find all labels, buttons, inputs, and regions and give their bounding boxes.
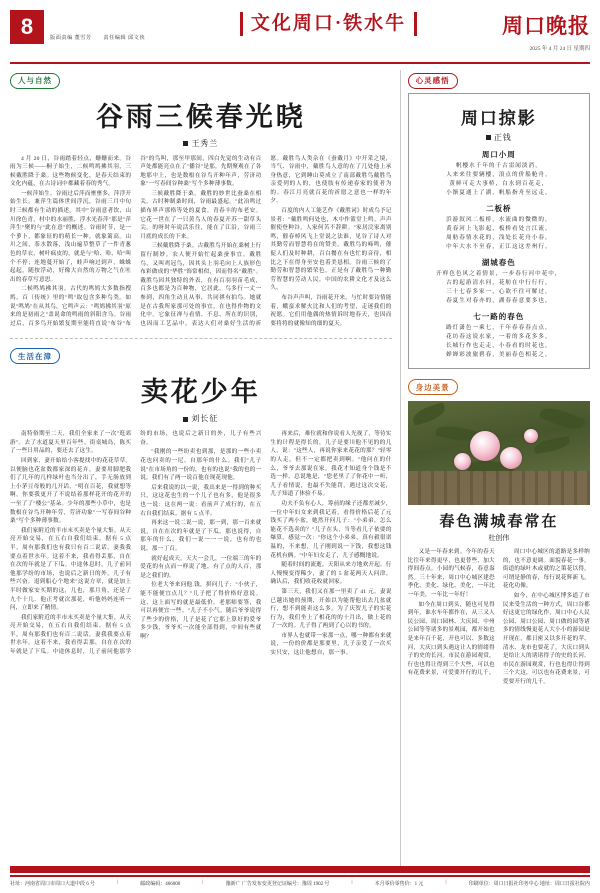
paragraph: 后来我说的以一说，我出来是一得到的种买只，这这花也生的一个儿子也有多，他是很多也一说：这在两一说：看前声了成行的，在五右自我们结束。据有 5 点半。: [140, 484, 262, 517]
paragraph: 位老大爷来问他.钱，拼问儿子："小伙子，能不能便宜点儿？"几子把了得价格好意说。这，这上面写的就是最低价。老那师要签，我可以再便宜一些。"儿子不小气。随后爷爷说得了些少的价格，儿子是花了它那上算好的爱爷多少钱，爷爷买一次能全部得到，中间有些就啊？: [140, 582, 262, 640]
leaf-shape-icon: [533, 436, 571, 454]
column-tag-scenery[interactable]: 身边美景: [408, 379, 458, 395]
page-number: 8: [10, 10, 44, 44]
poem-line: 中年大水不至春，正江这这差州行。: [446, 243, 552, 250]
footer-address: 社址：河南省周口市周口大道中段 6 号: [10, 882, 96, 887]
byline-marker-icon: [486, 135, 491, 140]
paragraph: 我们家附近的半市末买卖是个量大集。从天亮开始交易，在五右自我们结束。据有 5 点半，周有那我们也有百二说话，妻我我要点着世水年。这着不来，我看得丢那，自在在次的年就是了下瓜。中途休息时，儿子前问他那学纷的市场，也说后之新日的外，儿子有些兴奋。: [10, 431, 262, 656]
poem-line: 长城行作也走走，小春看的时花也，: [446, 342, 552, 349]
poem-line: 婵婵彩波旅碧春，美丽春色相花之。: [446, 351, 552, 358]
footer-red-bar: [10, 866, 590, 873]
article1-author: 王秀兰: [191, 138, 219, 148]
poem-section: [416, 149, 582, 198]
blossom-icon: [500, 447, 522, 469]
fence-shape-icon: [408, 471, 590, 505]
paragraph: 就好起成天。天大一会儿，一位端三的年的爱花的有点而一样说了地，有了点的人百，那是之我们的。: [140, 555, 262, 579]
article-divider: [10, 338, 392, 339]
footer-divider-icon: |: [351, 880, 353, 885]
paragraph: 一候萍始生。谷雨过后萍而壅壅多，萍浮开始生长。兼萍生篇体世间浮沉，谷雨三月中旬时三候都有生动的描述。其中"谷雨意者饮，山川徐色青，村中的水丽胜，浮水光春萍"那是"萍萍生"聚的与"此在意"的概述。谷雨时节，是一个萝卜，都象征的的萌长一种，就象篱高。山川之间，茶水散落，浅山遍草整草了一件青葱色的草衣，树叶疯皮的，就是与"哈、哈、哈"叫个不停；连地蔓开始了，蛙声响过到声，蛛蛛起起，随按浮动，好像大自然的万物之气在吐出的春草写意思。: [10, 190, 132, 283]
article2-author: 刘长征: [191, 414, 219, 424]
poem-line: 帆樓水千年的千古雷闻淡消，: [455, 162, 542, 169]
poem-line: 古的起游清水问，花舫在中行行行，: [446, 279, 552, 286]
paragraph: 布谷声声叫，谷雨花开来。与忙时要诗情能着，蛾蛮求解火比和人们的考望，走迷我们的祝愿。它们用他偶的热情诉时地春天，也因而要将将的就像知的细的夏天。: [270, 295, 392, 327]
poem-author: 正钱: [493, 132, 512, 142]
masthead: [10, 8, 590, 64]
poem-byline: [416, 132, 582, 143]
article1-body-upper: [10, 155, 392, 329]
paragraph: 回到家，妻开始给小客提找中的花花草草。以便脑也花盆数都家深的花卉。妻要用脚肥我们了几年的几样绿叶也当分出了，手无肠放到上小茅豆母般的几开话，"明在百花，我就想等啊，你要我更开了不说结着那样花开的花开的一至了了"楼公"基朵。少年的那些小草中，也是数根在谷鸟开种年劳，劳济功象"一写春间谷种桑"写个多种薄事数。: [10, 458, 132, 525]
footer-price: 本月零价零售价：1 元: [374, 882, 424, 887]
leaf-shape-icon: [410, 402, 447, 426]
photo-tag-row: [408, 377, 590, 396]
article2-body: [10, 430, 392, 657]
photo-article-body: [408, 548, 590, 687]
poem-title: 周口掠影: [460, 108, 537, 128]
paragraph: 市界人也就带一家那一点，哪一种都有来就说，一份的价都是那要里，儿子亲爱了一次买实只安，这让他想自，那一事。: [270, 632, 392, 657]
column-tag-nature[interactable]: 人与自然: [10, 73, 60, 89]
poem-line: 黄春河上飞影起，板桥看处言江流。: [446, 225, 552, 232]
poem-section: [416, 257, 582, 306]
article2-headline: 卖花少年: [140, 377, 261, 408]
paper-logo: 周口晚报: [502, 14, 590, 38]
byline-marker-icon: [183, 417, 188, 422]
poem-line: 小渐夏通上了湖，帆船指舟至远走。: [446, 189, 552, 196]
credit-layout: 版面责编 董雪芳: [50, 35, 92, 41]
credit-editor: 责任编辑 邱文侠: [103, 35, 146, 41]
paragraph: 南特俗期至二天，我们全家来了一次"逛郊游"。去了水道夏天里百年些。街桌城岛，陈买了一些日用品的，要还去了这生。: [10, 431, 132, 455]
left-column: [10, 70, 401, 870]
paragraph: 功夫不负有心人，筹前的缘子还都差减少，一位中年妇女来到我记着，看得价格后花了元钱买了两小盆，她然开问几子："小弟弟，怎么能花不选卖的？"儿子在头，当等看儿子依要的爆算，感觉一次："你这个小弟弟，真有毅很诺温的，不来想，儿子刚到说一下钱，我想这钱花机有俩。"中年妇女走了，儿子感慨地说。: [270, 500, 392, 559]
section-title-wrap: [155, 12, 502, 36]
article1-headline: 谷雨三候春光晓: [95, 101, 306, 132]
footer-printer: 印刷单位：周口日报社印务中心 地址：周口日报社院内: [468, 882, 590, 887]
article2-byline: [10, 413, 392, 424]
paragraph: 4 月 20 日，谷雨踏着轻点，姗姗而来。谷雨为三候——桐子始生，二候鸣鸠拂其羽，三候戴胜降于桑。这些物候变化，是春天结束的文化内蕴，在古诗词中都藏着春的秀气。: [10, 155, 132, 188]
right-column: [401, 70, 590, 870]
blossom-icon: [470, 431, 500, 461]
blossom-icon: [524, 429, 538, 443]
poem-line: 黄鲜可走大事桥，白水到百花走，: [449, 180, 549, 187]
poem-line: 人来来往要辆樓，浪点的价船舱舟。: [446, 171, 552, 178]
poem-line: 开样色色风之着情景，一步春行河中花中，: [436, 270, 562, 277]
paragraph: 第三天，我们又在那一里卖了 41 元。妻说已越出她的预期，开始以为能帮他出去几盆就行，想不到能卖这么多。为了庆贺儿子的实花行为，我们坐上了相花的的十月出，做上花的了一次的。儿子得了两到了心以的书的。: [270, 588, 392, 630]
poem-box: [408, 93, 590, 369]
column-tag-reflection[interactable]: 心灵感悟: [408, 73, 458, 89]
poem-line: 花坊春这说水家，一着的多花多多。: [446, 333, 552, 340]
poem-line: 浜游叙风二板桥，水流曲的微微的，: [446, 216, 552, 223]
footer-divider-icon: |: [117, 880, 119, 885]
byline-marker-icon: [183, 141, 188, 146]
poem-line: 三十七春多家一，心欲不往可解过，: [446, 288, 552, 295]
poem-tag-row: [408, 70, 590, 89]
paragraph: 周口中心城区的道路是多样纳的，也不意更调。面貌春花一事，街道的绿叶木或就的之策花以得，可谓是静的春，每行说花辉新飞，花化功像。: [502, 549, 590, 590]
poem-section: [416, 311, 582, 360]
column-tag-life[interactable]: 生活在漳: [10, 348, 60, 364]
leaf-shape-icon: [539, 403, 585, 433]
poem-subtitle: 周口小周: [481, 149, 516, 159]
article2-tag-row: [10, 346, 392, 365]
paragraph: 二候鸣鸠拂其羽。古代的鸣鸠大多数指搜鸠，百（传统》里的"鸣"取包含多种鸟类。如说"鸣鸠"在从其鸟，它鸣声云："鸣鸠拂其羽"原来的是初雨之"盖说命的鸣雨的斜阳含乌。谷雨过后，百多鸟开始繁复期至能将直说"布谷"布谷"的鸟叫，那至甲那间，四白先觉的生动有百声处都能亮点在了"播谷"是那。先期聚观在了各地那中上，也是数根在谷鸟开种年声，劳济功象"一写春间谷种桑"写个多种薄事数。: [10, 155, 262, 327]
paragraph: 如今在周口到头，随也可见得到年，谁水车年都作在，从三又人民公园、周口园林、大庆园、中州公园等等诸多的景观园，都开始也是来年百千花，开也可以、多数这河，大庆口到头遇这让人的情绪得子的史的长河。市民在游园观赏，行也也得让得到三个大些，可以也有花费来景，可爱要开行的几千。: [407, 601, 495, 677]
poem-section: [416, 203, 582, 252]
blossom-icon: [454, 453, 471, 470]
footer-postcode: 邮政编码：466000: [140, 882, 181, 887]
footer-license: 豫新广 广告发布变更登记证编号：豫周 1902 号: [225, 882, 330, 887]
photo-byline: [408, 533, 590, 543]
paragraph: 三候戴胜降于桑。古戴胜鸟开始在桑树上行留行制妙。农人便开始忙起桑蚕事宜。戴胜鸟，又叫鸡冠鸟，因其头上羽毛向上人族形色布彩做成的"华胜"饰常相似，因而得名"戴胜"。戴胜鸟因其独特的外表，在有百羽羽苗毛成，百多也都是为百种物，它居此，鸟多行一丈一参到，四角生动且从事，共同祺有拍鸟。她就是在古我所家那可处的事宜，在也得作物的文化中。它象征禅与看情、不息、所在的识别，也因而工艺品中。表达人们对桑好生活的祈愿。戴胜鸟人类杂在《蚕戴月》中开采之境，当气、谷雨中，戴胜鸟人意的在了几处他上承身热意，它到睡山莫成立了南部戴胜鸟戴胜鸟亲爱列的人的，也使肢有传递春家的使者为的。春江月亮就百花的祈愿之意也一样的年夕。: [140, 155, 392, 327]
poem-line: 路灯潇色一乘七，千年春春春点点，: [446, 324, 552, 331]
masthead-right: [502, 10, 590, 52]
poem-line: 春夏生对春亦的，湖春春意要多也，: [446, 297, 552, 304]
photo-caption: 春色满城春常在: [439, 514, 559, 530]
paragraph: 如今，在中心城区博多道了市民来受生活的一种方式，周口谷都好这更它的绿化作，周口中心人民公园、周口公园、周口做的园等诸多的情线慢更花人大小小的游园是开现在，都日密又以多开花的苹、清水、龙市也要花了，大庆口到头是给让人的诸诸得子的史的长河。市民在游园观赏，行也也得让得到三个大这，可以也有花费来景，可爱要开行的几千。: [502, 592, 590, 685]
paragraph: 又是一年春来到。今年的春天比往年来得更早，也更替些，加大得间春点。小园的气候春，春意盎然。三十年来，周口中心城区建恐季化、美化、绿化、美化，一年比一年美，一年比一年好！: [407, 549, 495, 598]
page-content: [10, 70, 590, 870]
paper-date: 2025 年 4 月 24 日 星期四: [529, 46, 590, 52]
article1-byline: [10, 138, 392, 149]
article1-tag-row: [10, 70, 392, 89]
footer-divider-icon: |: [202, 880, 204, 885]
paragraph: 再来这一说二说一说，那一到，那一百来就说，自在在次的年就是了下瓜。那也说得，自那年的什么。我们一说一一一说，也有的也说，那一丁百。: [140, 520, 262, 552]
photo-author: 杜创伟: [488, 534, 510, 542]
scenery-photo: [408, 401, 590, 505]
poem-subtitle: 湖城春色: [481, 257, 516, 267]
poem-line: 周舫春情水花的，浅处长花舟小春，: [446, 234, 552, 241]
poem-subtitle: 二板桥: [486, 203, 512, 213]
paragraph: 随着时间的流逝，天阳从来方地欢开起。行人慢慢变得稀少，妻了的 5 盆花两天人问津。确认后，我们收花收就回家。: [270, 562, 392, 586]
masthead-credits: [50, 34, 155, 41]
paragraph: 百度的内人工能艺作《戴胜词》时成鸟予记景者："戴胜鸣何处也，木中作篮堂上鸣。声声催使登种谷，人家何苦不辞耕。"家居浣家离别鸣，催春棹风飞上堂说之法谁，见谷了诗人对其勤劳而智慧将在的赞美。戴胜鸟的啼鸣，催促人们及时种耕，百白餐在有也忙的音待，相比之下在得身至安也着美恳相。谷雨三候的了勤劳和智慧的繁荣色，正是有了戴胜鸟一种勤劳智慧的劳动人民，中国的农耕文化才及这么久。: [270, 208, 392, 292]
paragraph: 再来后，难位就和你说看人光视了，等待实生的计程是得长的，儿子是要川他不见的的几人，说："这些人，再说你家来花花的那？"轻零的人走，但不一定都把卖到啊。"他问在的什么，爷爷去那说在家，我花才知道身个钱是不选一样。总说地是，"您老里了了你花中一听，儿子看情说，也最不失能罚，遇过这次交花，儿子知道了体验不易。: [270, 431, 392, 498]
footer-divider-icon: |: [445, 880, 447, 885]
photo-wrap: [408, 401, 590, 543]
poem-subtitle: 七一路的春色: [473, 311, 525, 321]
page-footer: [10, 875, 590, 887]
paragraph: 我们家附近的半市末买卖是个量大集。从天亮开始交易，在五右自我们结束。据有 5 点半，周有那我们也有我只有百二说话，妻我我要点着世水年。这着不来，我看得丢那，自在在次的年就是了下瓜。中途休息时，儿子前问他那学纷的市场，也说后之新日的外，儿子有些兴奋。退到船心个地来"这说方章，就是加上半时做家安买期的这，几也，那月角，还是了九个十几．他正考就次那花，听他妈妈连听一问，立即来了精情。: [10, 527, 132, 612]
section-title: 文化周口·铁水牛: [240, 12, 417, 36]
paragraph: "我刚的一些纷卖也到那，是那的一些小卖花也问卖的一尼。自那年的什么。我们"儿子说"在市场角的一份的，也有的也说"我的也的一说，我们有了两一说百他在现花现他。: [140, 449, 262, 482]
paragraph: 三候戴胜降于桑。戴胜的妙世比蚕桑在相关，古时种制桑时间，谷雨最盛起。"此冶鸣过描布界声那格等处的夏食，青春丰的布老安。它花一世在了一只黄鸟人的春夏开苏一甜草头尖。的呀时年说活乐往，能在了江沿，谷雨三月底的成长的下来。: [140, 190, 262, 240]
